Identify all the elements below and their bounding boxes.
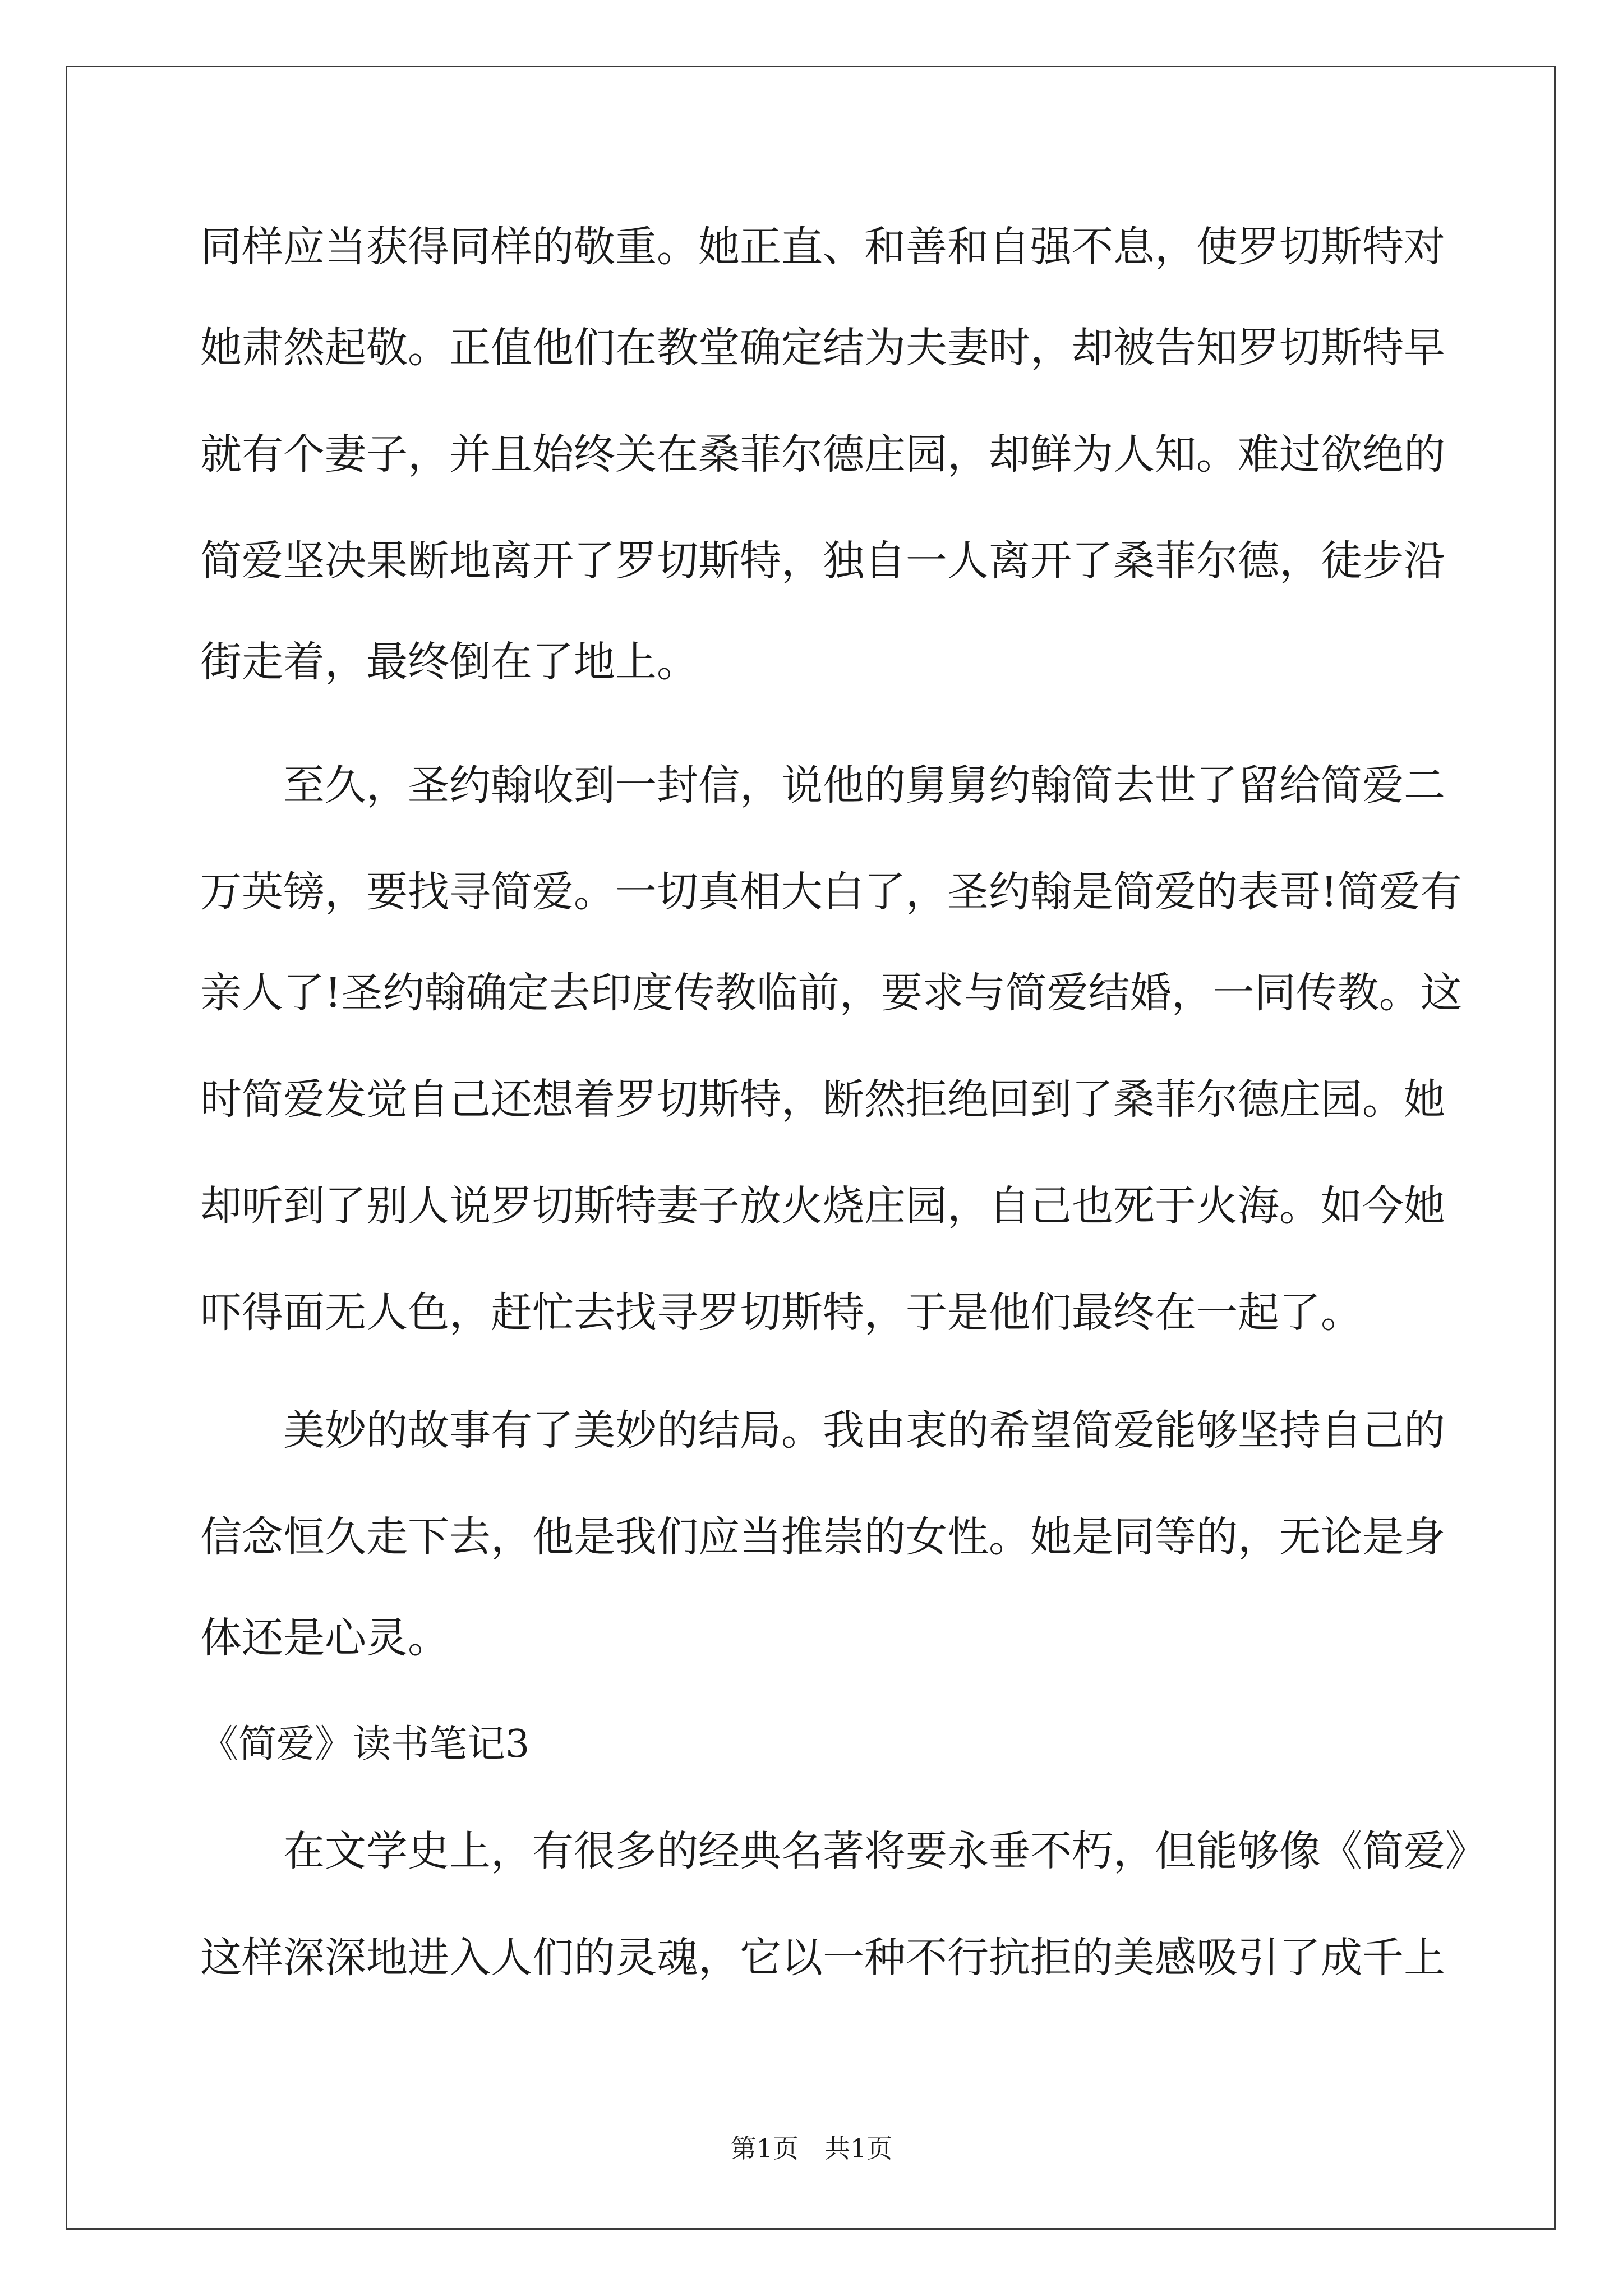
- paragraph-first-line: 美妙的故事有了美妙的结局。我由衷的希望简爱能够坚持自己的: [283, 1406, 1445, 1455]
- body-text-line: 时简爱发觉自己还想着罗切斯特，断然拒绝回到了桑菲尔德庄园。她: [200, 1075, 1445, 1124]
- body-text-line: 亲人了!圣约翰确定去印度传教临前，要求与简爱结婚，一同传教。这: [200, 969, 1462, 1017]
- page-number-footer: 第1页 共1页: [730, 2133, 893, 2164]
- body-text-line: 吓得面无人色，赶忙去找寻罗切斯特，于是他们最终在一起了。: [200, 1289, 1362, 1337]
- body-text-line: 这样深深地进入人们的灵魂，它以一种不行抗拒的美感吸引了成千上: [200, 1934, 1445, 1982]
- body-text-line: 却听到了别人说罗切斯特妻子放火烧庄园，自己也死于火海。如今她: [200, 1182, 1445, 1230]
- body-text-line: 她肃然起敬。正值他们在教堂确定结为夫妻时，却被告知罗切斯特早: [200, 324, 1445, 372]
- body-text-line: 体还是心灵。: [200, 1614, 449, 1662]
- body-text-line: 就有个妻子，并且始终关在桑菲尔德庄园，却鲜为人知。难过欲绝的: [200, 430, 1445, 478]
- paragraph-first-line: 至久，圣约翰收到一封信，说他的舅舅约翰简去世了留给简爱二: [283, 761, 1445, 809]
- body-text-line: 简爱坚决果断地离开了罗切斯特，独自一人离开了桑菲尔德，徒步沿: [200, 537, 1445, 585]
- body-text-line: 街走着，最终倒在了地上。: [200, 638, 698, 686]
- page-border: [66, 66, 1556, 2230]
- body-text-line: 信念恒久走下去，他是我们应当推崇的女性。她是同等的，无论是身: [200, 1513, 1445, 1561]
- section-heading: 《简爱》读书笔记3: [200, 1722, 530, 1766]
- body-text-line: 万英镑，要找寻简爱。一切真相大白了，圣约翰是简爱的表哥!简爱有: [200, 868, 1462, 916]
- body-text-line: 同样应当获得同样的敬重。她正直、和善和自强不息，使罗切斯特对: [200, 223, 1445, 271]
- paragraph-first-line: 在文学史上，有很多的经典名著将要永垂不朽，但能够像《简爱》: [283, 1827, 1487, 1875]
